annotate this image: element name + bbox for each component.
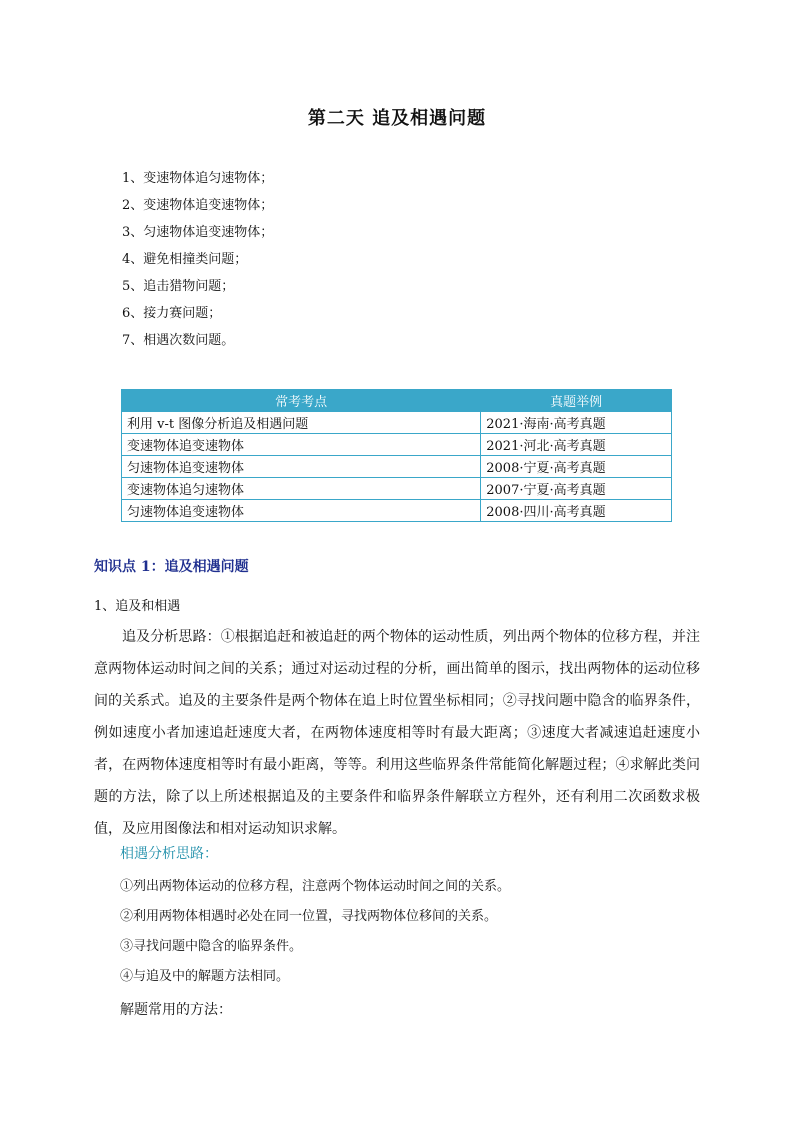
exam-points-table xyxy=(121,389,672,522)
topic-item: 2、变速物体追变速物体； xyxy=(122,198,274,213)
column-header-example: 真题举例 xyxy=(481,390,672,412)
page-title: 第二天 追及相遇问题 xyxy=(307,108,487,129)
list-item: ④与追及中的解题方法相同。 xyxy=(120,969,290,984)
topic-item: 4、避免相撞类问题； xyxy=(122,252,248,267)
table-cell: 变速物体追变速物体 xyxy=(122,434,481,456)
table-row xyxy=(122,412,672,434)
list-item: ②利用两物体相遇时必处在同一位置，寻找两物体位移间的关系。 xyxy=(120,909,498,924)
methods-heading: 解题常用的方法： xyxy=(120,1002,232,1018)
table-row xyxy=(122,434,672,456)
table-cell: 匀速物体追变速物体 xyxy=(122,456,481,478)
column-header-exam-point: 常考考点 xyxy=(122,390,481,412)
table-cell: 利用 v-t 图像分析追及相遇问题 xyxy=(122,412,481,434)
table-cell: 2008·四川·高考真题 xyxy=(481,500,672,522)
table-cell: 2021·海南·高考真题 xyxy=(481,412,672,434)
table-cell: 匀速物体追变速物体 xyxy=(122,500,481,522)
table-cell: 2008·宁夏·高考真题 xyxy=(481,456,672,478)
topic-item: 6、接力赛问题； xyxy=(122,306,222,321)
analysis-paragraph: 追及分析思路：①根据追赶和被追赶的两个物体的运动性质，列出两个物体的位移方程，并注意两物体运动时间之间的关系；通过对运动过程的分析，画出简单的图示，找出两物体的运动位移间的关系式。追及的主要条件是两个物体在追上时位置坐标相同；②寻找问题中隐含的临界条件，例如速度小者加速追赶速度大者，在两物体速度相等时有最大距离；③速度大者减速追赶速度小者，在两物体速度相等时有最小距离，等等。利用这些临界条件常能简化解题过程；④求解此类问题的方法，除了以上所述根据追及的主要条件和临界条件解联立方程外，还有利用二次函数求极值，及应用图像法和相对运动知识求解。 xyxy=(94,629,700,837)
topic-item: 3、匀速物体追变速物体； xyxy=(122,225,274,240)
topic-item: 7、相遇次数问题。 xyxy=(122,333,235,348)
meet-analysis-heading: 相遇分析思路： xyxy=(120,846,218,862)
table-cell: 2021·河北·高考真题 xyxy=(481,434,672,456)
sub-heading: 1、追及和相遇 xyxy=(94,599,181,614)
topic-item: 5、追击猎物问题； xyxy=(122,279,235,294)
list-item: ③寻找问题中隐含的临界条件。 xyxy=(120,939,303,954)
table-row xyxy=(122,478,672,500)
section-heading: 知识点 1：追及相遇问题 xyxy=(94,559,249,575)
topic-list xyxy=(122,165,273,354)
table-row xyxy=(122,500,672,522)
table-cell: 变速物体追匀速物体 xyxy=(122,478,481,500)
meet-steps-list xyxy=(120,872,510,992)
topic-item: 1、变速物体追匀速物体； xyxy=(122,171,274,186)
table-cell: 2007·宁夏·高考真题 xyxy=(481,478,672,500)
list-item: ①列出两物体运动的位移方程，注意两个物体运动时间之间的关系。 xyxy=(120,879,511,894)
table-header-row xyxy=(122,390,672,412)
table-row xyxy=(122,456,672,478)
